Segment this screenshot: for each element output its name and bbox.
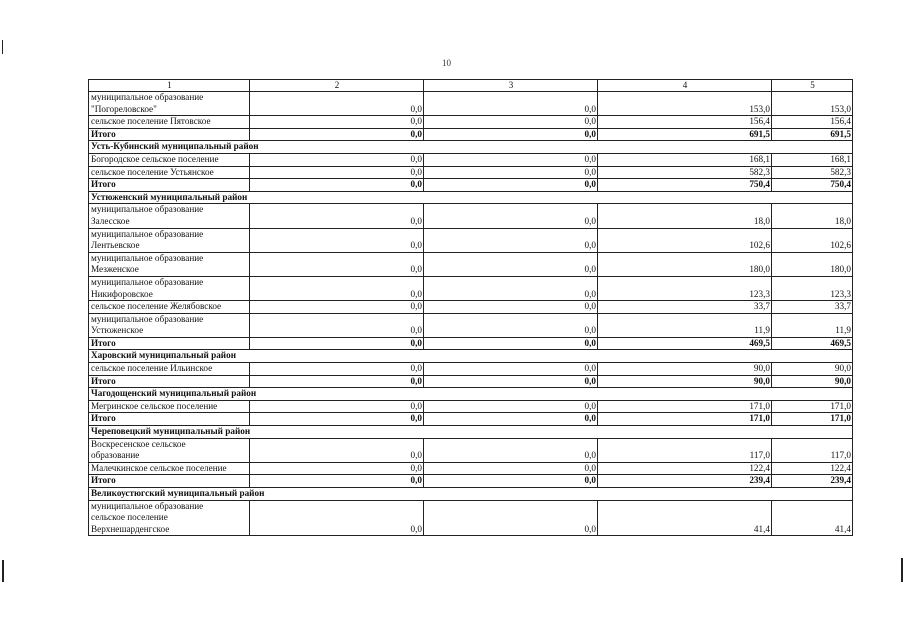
value-cell-col-2: 0,0	[250, 462, 424, 475]
value-cell-col-3: 0,0	[424, 116, 598, 129]
value-cell-col-2: 0,0	[250, 500, 424, 536]
total-row	[89, 413, 853, 426]
value-cell-col-4: 33,7	[598, 301, 772, 314]
table-row	[89, 166, 853, 179]
table-row	[89, 228, 853, 252]
column-header: 1	[89, 80, 250, 92]
total-row	[89, 128, 853, 141]
district-header-row	[89, 388, 853, 401]
value-cell-col-4: 180,0	[598, 252, 772, 276]
value-cell-col-2: 0,0	[250, 363, 424, 376]
value-cell-col-5: 239,4	[772, 475, 853, 488]
name-line: муниципальное образование	[91, 92, 204, 102]
value-cell-col-2: 0,0	[250, 228, 424, 252]
name-line: сельское поселение Желябовское	[91, 301, 222, 312]
value-cell-col-3: 0,0	[424, 301, 598, 314]
value-cell-col-3: 0,0	[424, 363, 598, 376]
name-line: Малечкинское сельское поселение	[91, 462, 227, 473]
name-line: муниципальное образование	[91, 313, 204, 324]
municipality-name	[89, 92, 250, 116]
value-cell-col-3: 0,0	[424, 276, 598, 300]
name-line: Богородское сельское поселение	[91, 153, 219, 164]
municipality-name	[89, 228, 250, 252]
scan-edge-mark-right-bottom	[901, 558, 903, 582]
municipality-name	[89, 166, 250, 179]
name-line: образование	[91, 450, 140, 461]
value-cell-col-4: 102,6	[598, 228, 772, 252]
value-cell-col-5: 691,5	[772, 128, 853, 141]
municipality-name	[89, 252, 250, 276]
value-cell-col-4: 123,3	[598, 276, 772, 300]
table-row	[89, 92, 853, 116]
value-cell-col-3: 0,0	[424, 375, 598, 388]
table-row	[89, 153, 853, 166]
value-cell-col-3: 0,0	[424, 128, 598, 141]
value-cell-col-3: 0,0	[424, 166, 598, 179]
value-cell-col-5: 41,4	[772, 500, 853, 536]
municipality-name	[89, 204, 250, 228]
table-row	[89, 204, 853, 228]
table-row	[89, 313, 853, 337]
value-cell-col-2: 0,0	[250, 179, 424, 192]
name-line: Устюженское	[91, 325, 144, 336]
value-cell-col-5: 123,3	[772, 276, 853, 300]
total-row	[89, 375, 853, 388]
value-cell-col-4: 156,4	[598, 116, 772, 129]
district-header-row	[89, 426, 853, 439]
value-cell-col-5: 153,0	[772, 92, 853, 116]
municipality-name	[89, 301, 250, 314]
value-cell-col-2: 0,0	[250, 400, 424, 413]
value-cell-col-3: 0,0	[424, 475, 598, 488]
district-name: Череповецкий муниципальный район	[89, 426, 853, 439]
district-header-row	[89, 488, 853, 501]
value-cell-col-2: 0,0	[250, 313, 424, 337]
name-line: Итого	[91, 337, 116, 348]
value-cell-col-3: 0,0	[424, 500, 598, 536]
value-cell-col-3: 0,0	[424, 179, 598, 192]
total-label	[89, 337, 250, 350]
total-row	[89, 475, 853, 488]
municipality-name	[89, 438, 250, 462]
value-cell-col-4: 11,9	[598, 313, 772, 337]
page-number: 10	[442, 58, 451, 68]
name-line: сельское поселение Устьянское	[91, 166, 214, 177]
table-row	[89, 363, 853, 376]
municipality-name	[89, 276, 250, 300]
budget-table	[88, 79, 853, 536]
municipality-name	[89, 153, 250, 166]
name-line: Итого	[91, 179, 116, 190]
municipality-name	[89, 116, 250, 129]
value-cell-col-3: 0,0	[424, 337, 598, 350]
table-row	[89, 438, 853, 462]
value-cell-col-4: 90,0	[598, 375, 772, 388]
value-cell-col-2: 0,0	[250, 166, 424, 179]
value-cell-col-3: 0,0	[424, 228, 598, 252]
name-line: муниципальное образование	[91, 204, 204, 215]
value-cell-col-2: 0,0	[250, 128, 424, 141]
total-label	[89, 375, 250, 388]
value-cell-col-5: 122,4	[772, 462, 853, 475]
value-cell-col-2: 0,0	[250, 301, 424, 314]
value-cell-col-3: 0,0	[424, 438, 598, 462]
name-line: сельское поселение	[91, 512, 168, 523]
municipality-name	[89, 400, 250, 413]
column-header: 4	[598, 80, 772, 92]
district-name: Великоустюгский муниципальный район	[89, 488, 853, 501]
value-cell-col-3: 0,0	[424, 462, 598, 475]
district-name: Чагодощенский муниципальный район	[89, 388, 853, 401]
value-cell-col-5: 117,0	[772, 438, 853, 462]
value-cell-col-4: 18,0	[598, 204, 772, 228]
value-cell-col-3: 0,0	[424, 413, 598, 426]
name-line: Лентьевское	[91, 240, 140, 251]
column-header: 3	[424, 80, 598, 92]
value-cell-col-5: 582,3	[772, 166, 853, 179]
column-header: 2	[250, 80, 424, 92]
value-cell-col-4: 153,0	[598, 92, 772, 116]
name-line: Итого	[91, 375, 116, 386]
name-line: Итого	[91, 128, 116, 139]
column-header: 5	[772, 80, 853, 92]
name-line: Залесское	[91, 215, 130, 226]
value-cell-col-5: 90,0	[772, 363, 853, 376]
value-cell-col-3: 0,0	[424, 252, 598, 276]
value-cell-col-3: 0,0	[424, 92, 598, 116]
value-cell-col-2: 0,0	[250, 438, 424, 462]
value-cell-col-4: 90,0	[598, 363, 772, 376]
value-cell-col-4: 168,1	[598, 153, 772, 166]
value-cell-col-5: 171,0	[772, 400, 853, 413]
scan-edge-mark-left-bottom	[2, 560, 4, 582]
budget-table-body	[89, 80, 853, 536]
total-label	[89, 475, 250, 488]
total-label	[89, 128, 250, 141]
value-cell-col-4: 41,4	[598, 500, 772, 536]
table-row	[89, 400, 853, 413]
value-cell-col-2: 0,0	[250, 276, 424, 300]
name-line: Мегринское сельское поселение	[91, 400, 218, 411]
value-cell-col-2: 0,0	[250, 153, 424, 166]
value-cell-col-4: 122,4	[598, 462, 772, 475]
table-row	[89, 276, 853, 300]
value-cell-col-4: 750,4	[598, 179, 772, 192]
name-line: сельское поселение Пятовское	[91, 116, 211, 127]
value-cell-col-5: 156,4	[772, 116, 853, 129]
name-line: Итого	[91, 413, 116, 424]
value-cell-col-5: 180,0	[772, 252, 853, 276]
value-cell-col-4: 171,0	[598, 413, 772, 426]
municipality-name	[89, 363, 250, 376]
name-line: Верхнешарденгское	[91, 523, 170, 534]
value-cell-col-2: 0,0	[250, 413, 424, 426]
value-cell-col-5: 90,0	[772, 375, 853, 388]
value-cell-col-3: 0,0	[424, 400, 598, 413]
value-cell-col-5: 11,9	[772, 313, 853, 337]
value-cell-col-4: 691,5	[598, 128, 772, 141]
table-row	[89, 116, 853, 129]
name-line: сельское поселение Ильинское	[91, 363, 213, 374]
table-row	[89, 301, 853, 314]
value-cell-col-2: 0,0	[250, 475, 424, 488]
value-cell-col-4: 171,0	[598, 400, 772, 413]
table-row	[89, 252, 853, 276]
table-row	[89, 462, 853, 475]
district-header-row	[89, 141, 853, 154]
municipality-name	[89, 313, 250, 337]
district-header-row	[89, 191, 853, 204]
value-cell-col-5: 171,0	[772, 413, 853, 426]
value-cell-col-5: 469,5	[772, 337, 853, 350]
name-line: "Погореловское"	[91, 103, 157, 114]
district-name: Усть-Кубинский муниципальный район	[89, 141, 853, 154]
value-cell-col-5: 102,6	[772, 228, 853, 252]
value-cell-col-3: 0,0	[424, 204, 598, 228]
name-line: муниципальное образование	[91, 276, 204, 287]
value-cell-col-4: 469,5	[598, 337, 772, 350]
value-cell-col-4: 239,4	[598, 475, 772, 488]
value-cell-col-3: 0,0	[424, 153, 598, 166]
total-row	[89, 337, 853, 350]
district-name: Устюженский муниципальный район	[89, 191, 853, 204]
value-cell-col-3: 0,0	[424, 313, 598, 337]
value-cell-col-2: 0,0	[250, 337, 424, 350]
total-label	[89, 413, 250, 426]
name-line: Воскресенское сельское	[91, 438, 186, 449]
value-cell-col-5: 18,0	[772, 204, 853, 228]
value-cell-col-4: 117,0	[598, 438, 772, 462]
value-cell-col-2: 0,0	[250, 375, 424, 388]
municipality-name	[89, 462, 250, 475]
district-name: Харовский муниципальный район	[89, 350, 853, 363]
value-cell-col-2: 0,0	[250, 92, 424, 116]
column-number-row	[89, 80, 853, 92]
value-cell-col-2: 0,0	[250, 116, 424, 129]
name-line: Никифоровское	[91, 288, 153, 299]
total-label	[89, 179, 250, 192]
value-cell-col-2: 0,0	[250, 252, 424, 276]
scan-edge-mark-left	[2, 40, 3, 54]
total-row	[89, 179, 853, 192]
value-cell-col-4: 582,3	[598, 166, 772, 179]
value-cell-col-5: 33,7	[772, 301, 853, 314]
name-line: муниципальное образование	[91, 500, 204, 511]
value-cell-col-5: 750,4	[772, 179, 853, 192]
table-row	[89, 500, 853, 536]
name-line: Мезженское	[91, 264, 139, 275]
value-cell-col-2: 0,0	[250, 204, 424, 228]
value-cell-col-5: 168,1	[772, 153, 853, 166]
district-header-row	[89, 350, 853, 363]
municipality-name	[89, 500, 250, 536]
name-line: муниципальное образование	[91, 252, 204, 263]
name-line: муниципальное образование	[91, 228, 204, 239]
name-line: Итого	[91, 475, 116, 486]
